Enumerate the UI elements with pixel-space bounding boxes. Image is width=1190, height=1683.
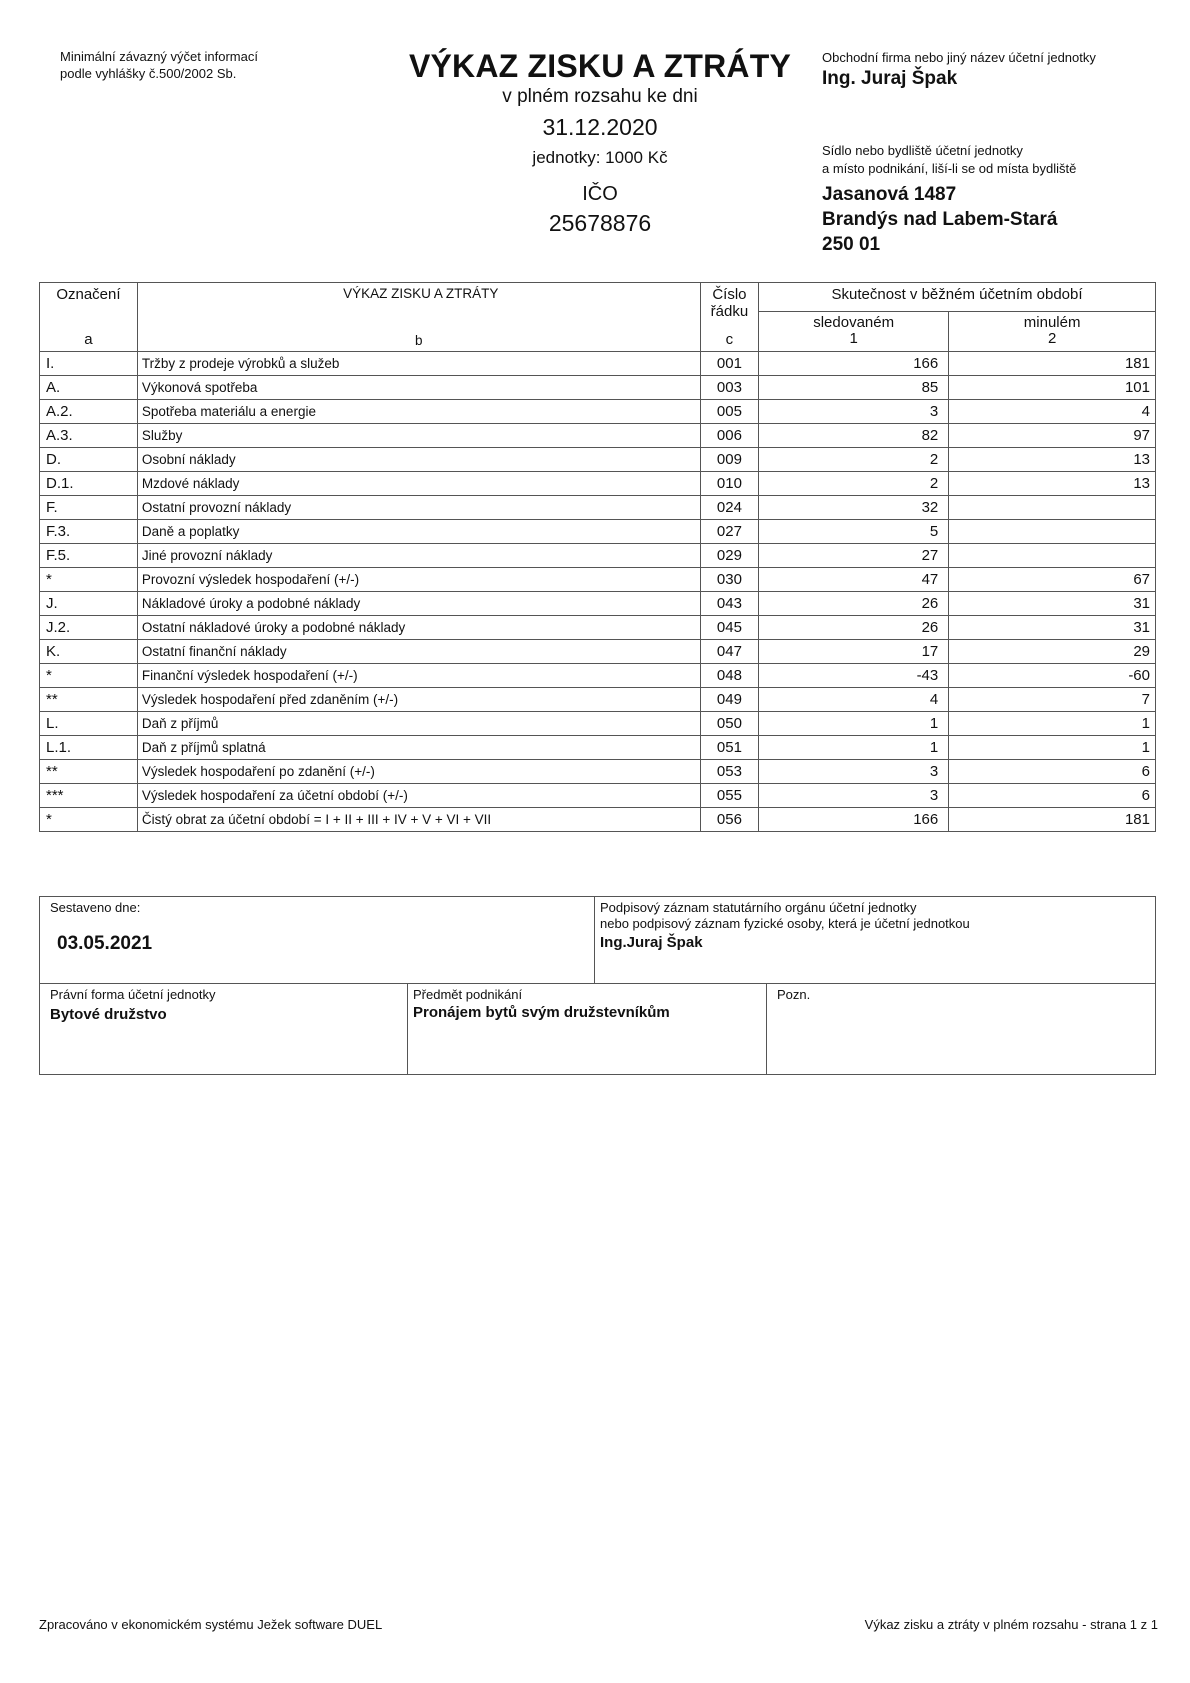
legal-notice-line1: Minimální závazný výčet informací: [60, 49, 258, 64]
row-code: D.: [40, 448, 138, 472]
row-current-value: 1: [759, 736, 949, 760]
row-code: **: [40, 688, 138, 712]
firm-label: Obchodní firma nebo jiný název účetní jednotky: [822, 50, 1096, 65]
row-code: *: [40, 568, 138, 592]
row-code: *: [40, 808, 138, 832]
row-name: Výkonová spotřeba: [137, 376, 700, 400]
row-current-value: 3: [759, 400, 949, 424]
row-name: Ostatní finanční náklady: [137, 640, 700, 664]
row-previous-value: 7: [949, 688, 1156, 712]
row-line-number: 024: [700, 496, 758, 520]
address-label-line1: Sídlo nebo bydliště účetní jednotky: [822, 143, 1023, 158]
table-body: [40, 352, 1156, 832]
business-value: Pronájem bytů svým družstevníkům: [413, 1004, 670, 1021]
row-code: L.1.: [40, 736, 138, 760]
table-row: [40, 352, 1156, 376]
page-subtitle: v plném rozsahu ke dni: [502, 86, 698, 107]
row-current-value: 26: [759, 592, 949, 616]
legal-form-label: Právní forma účetní jednotky: [50, 987, 216, 1002]
row-current-value: 3: [759, 760, 949, 784]
row-line-number: 030: [700, 568, 758, 592]
address-label: [822, 142, 1076, 178]
row-line-number: 009: [700, 448, 758, 472]
header-oznaceni-label: Označení: [56, 286, 121, 303]
row-line-number: 045: [700, 616, 758, 640]
row-line-number: 047: [700, 640, 758, 664]
address-label-line2: a místo podnikání, liší-li se od místa bydliště: [822, 161, 1077, 176]
address-city: Brandýs nad Labem-Stará: [822, 209, 1058, 230]
row-name: Výsledek hospodaření po zdanění (+/-): [137, 760, 700, 784]
address: [822, 182, 1057, 257]
row-line-number: 001: [700, 352, 758, 376]
divider-horizontal: [39, 983, 1156, 984]
row-previous-value: 13: [949, 472, 1156, 496]
row-code: **: [40, 760, 138, 784]
row-previous-value: 29: [949, 640, 1156, 664]
row-name: Mzdové náklady: [137, 472, 700, 496]
row-name: Provozní výsledek hospodaření (+/-): [137, 568, 700, 592]
legal-notice: [60, 48, 258, 82]
row-name: Nákladové úroky a podobné náklady: [137, 592, 700, 616]
header-col-1: 1: [849, 329, 858, 347]
row-name: Služby: [137, 424, 700, 448]
table-row: [40, 808, 1156, 832]
row-current-value: 27: [759, 544, 949, 568]
row-code: L.: [40, 712, 138, 736]
header-cislo-label: Číslo řádku: [710, 286, 749, 320]
row-previous-value: 13: [949, 448, 1156, 472]
row-current-value: 17: [759, 640, 949, 664]
row-code: K.: [40, 640, 138, 664]
compiled-date: 03.05.2021: [57, 933, 153, 954]
row-current-value: 4: [759, 688, 949, 712]
table-row: [40, 568, 1156, 592]
row-previous-value: [949, 544, 1156, 568]
ico-value: 25678876: [548, 210, 652, 236]
row-name: Daň z příjmů: [137, 712, 700, 736]
row-current-value: -43: [759, 664, 949, 688]
row-previous-value: [949, 520, 1156, 544]
row-previous-value: 67: [949, 568, 1156, 592]
row-current-value: 82: [759, 424, 949, 448]
row-code: A.: [40, 376, 138, 400]
table-row: [40, 688, 1156, 712]
row-previous-value: 101: [949, 376, 1156, 400]
row-name: Výsledek hospodaření za účetní období (+/-): [137, 784, 700, 808]
table-row: [40, 592, 1156, 616]
row-current-value: 5: [759, 520, 949, 544]
table-row: [40, 736, 1156, 760]
row-code: F.3.: [40, 520, 138, 544]
row-current-value: 1: [759, 712, 949, 736]
row-line-number: 029: [700, 544, 758, 568]
compiled-label: Sestaveno dne:: [50, 900, 141, 915]
table-row: [40, 472, 1156, 496]
row-name: Čistý obrat za účetní období = I + II + III + IV + V + VI + VII: [137, 808, 700, 832]
header-vykaz-label: VÝKAZ ZISKU A ZTRÁTY: [343, 286, 499, 301]
row-line-number: 055: [700, 784, 758, 808]
header-skutecnost: Skutečnost v běžném účetním období: [759, 283, 1156, 312]
row-name: Spotřeba materiálu a energie: [137, 400, 700, 424]
table-row: [40, 784, 1156, 808]
row-previous-value: 181: [949, 808, 1156, 832]
table-row: [40, 544, 1156, 568]
table-row: [40, 760, 1156, 784]
table-row: [40, 640, 1156, 664]
address-zip: 250 01: [822, 234, 881, 255]
header-oznaceni: [40, 283, 138, 352]
table-row: [40, 448, 1156, 472]
row-previous-value: 1: [949, 736, 1156, 760]
row-code: ***: [40, 784, 138, 808]
header-sledovanem-label: sledovaném: [813, 313, 895, 331]
income-statement-table: [39, 282, 1156, 832]
row-line-number: 049: [700, 688, 758, 712]
row-name: Osobní náklady: [137, 448, 700, 472]
row-current-value: 26: [759, 616, 949, 640]
row-previous-value: 6: [949, 760, 1156, 784]
row-current-value: 3: [759, 784, 949, 808]
address-street: Jasanová 1487: [822, 184, 957, 205]
row-line-number: 056: [700, 808, 758, 832]
row-current-value: 166: [759, 352, 949, 376]
row-name: Ostatní nákladové úroky a podobné náklady: [137, 616, 700, 640]
table-row: [40, 520, 1156, 544]
signature-label: [600, 900, 970, 932]
row-previous-value: 1: [949, 712, 1156, 736]
firm-name: Ing. Juraj Špak: [822, 68, 958, 89]
row-previous-value: -60: [949, 664, 1156, 688]
legal-notice-line2: podle vyhlášky č.500/2002 Sb.: [60, 66, 237, 81]
row-code: J.2.: [40, 616, 138, 640]
row-current-value: 47: [759, 568, 949, 592]
header-vykaz: [137, 283, 700, 352]
row-code: D.1.: [40, 472, 138, 496]
signature-name: Ing.Juraj Špak: [600, 934, 703, 951]
row-name: Daně a poplatky: [137, 520, 700, 544]
footer-right: Výkaz zisku a ztráty v plném rozsahu - strana 1 z 1: [864, 1617, 1158, 1632]
row-previous-value: 181: [949, 352, 1156, 376]
row-name: Daň z příjmů splatná: [137, 736, 700, 760]
header-col-a: a: [84, 331, 93, 348]
page-title: VÝKAZ ZISKU A ZTRÁTY: [408, 48, 792, 84]
report-units: jednotky: 1000 Kč: [532, 148, 668, 167]
row-code: F.5.: [40, 544, 138, 568]
note-label: Pozn.: [777, 987, 811, 1002]
table-row: [40, 496, 1156, 520]
row-line-number: 006: [700, 424, 758, 448]
header-sledovanem: [759, 311, 949, 351]
row-previous-value: 6: [949, 784, 1156, 808]
row-code: A.2.: [40, 400, 138, 424]
row-current-value: 32: [759, 496, 949, 520]
header-col-2: 2: [1047, 329, 1057, 347]
row-current-value: 2: [759, 448, 949, 472]
row-code: I.: [40, 352, 138, 376]
signature-label-line2: nebo podpisový záznam fyzické osoby, která je účetní jednotkou: [600, 916, 970, 931]
row-name: Finanční výsledek hospodaření (+/-): [137, 664, 700, 688]
row-current-value: 166: [759, 808, 949, 832]
row-name: Tržby z prodeje výrobků a služeb: [137, 352, 700, 376]
header-cislo: [700, 283, 758, 352]
divider-vertical-3: [766, 983, 767, 1075]
table-row: [40, 424, 1156, 448]
divider-vertical-1: [594, 896, 595, 984]
table-row: [40, 376, 1156, 400]
row-line-number: 043: [700, 592, 758, 616]
table-row: [40, 400, 1156, 424]
report-date: 31.12.2020: [542, 114, 658, 140]
row-line-number: 003: [700, 376, 758, 400]
header-col-c: c: [725, 331, 734, 348]
row-line-number: 005: [700, 400, 758, 424]
header-minulem-label: minulém: [1023, 313, 1081, 331]
row-previous-value: [949, 496, 1156, 520]
row-line-number: 050: [700, 712, 758, 736]
signature-section: [39, 896, 1156, 1075]
header-minulem: [949, 311, 1156, 351]
row-code: F.: [40, 496, 138, 520]
row-line-number: 053: [700, 760, 758, 784]
row-previous-value: 4: [949, 400, 1156, 424]
row-line-number: 027: [700, 520, 758, 544]
row-line-number: 048: [700, 664, 758, 688]
header-col-b: b: [415, 333, 423, 348]
row-previous-value: 31: [949, 592, 1156, 616]
legal-form-value: Bytové družstvo: [50, 1006, 167, 1023]
row-name: Výsledek hospodaření před zdaněním (+/-): [137, 688, 700, 712]
business-label: Předmět podnikání: [413, 987, 523, 1002]
table-row: [40, 664, 1156, 688]
row-code: *: [40, 664, 138, 688]
row-line-number: 051: [700, 736, 758, 760]
row-previous-value: 97: [949, 424, 1156, 448]
row-name: Ostatní provozní náklady: [137, 496, 700, 520]
ico-label: IČO: [582, 183, 618, 205]
table-row: [40, 712, 1156, 736]
row-name: Jiné provozní náklady: [137, 544, 700, 568]
row-code: A.3.: [40, 424, 138, 448]
footer-left: Zpracováno v ekonomickém systému Ježek software DUEL: [39, 1617, 383, 1632]
signature-label-line1: Podpisový záznam statutárního orgánu účetní jednotky: [600, 900, 917, 915]
row-current-value: 2: [759, 472, 949, 496]
divider-vertical-2: [407, 983, 408, 1075]
table-row: [40, 616, 1156, 640]
row-code: J.: [40, 592, 138, 616]
row-previous-value: 31: [949, 616, 1156, 640]
row-current-value: 85: [759, 376, 949, 400]
row-line-number: 010: [700, 472, 758, 496]
